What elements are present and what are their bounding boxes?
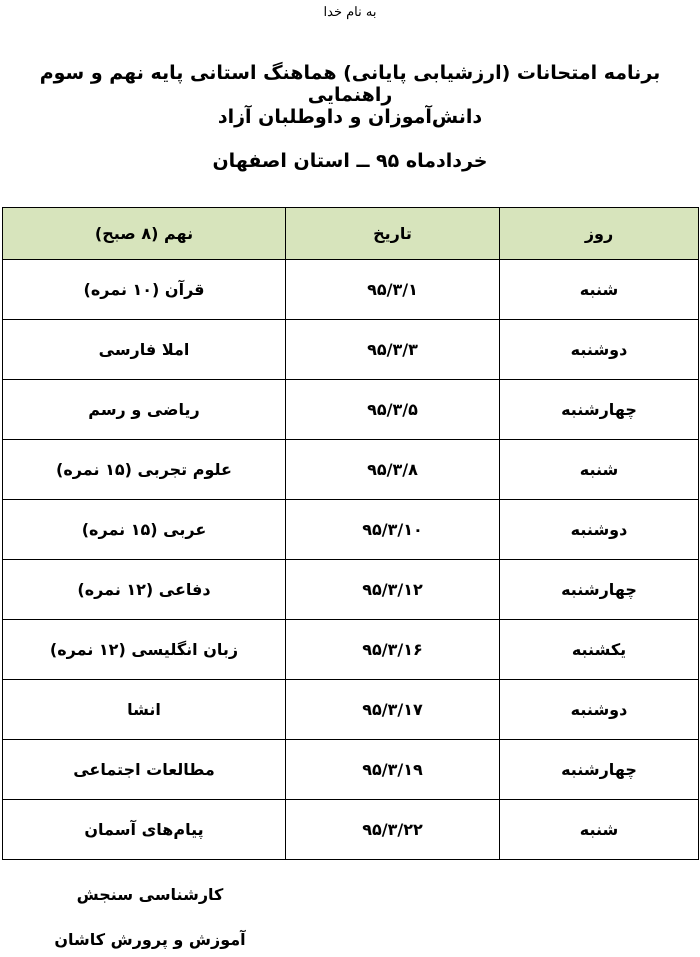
table-header-row [3, 208, 699, 260]
cell-subject: عربی (۱۵ نمره) [3, 500, 286, 560]
cell-subject: املا فارسی [3, 320, 286, 380]
cell-date: ۹۵/۳/۳ [286, 320, 500, 380]
cell-day: دوشنبه [500, 500, 699, 560]
table-row [3, 680, 699, 740]
cell-subject: زبان انگلیسی (۱۲ نمره) [3, 620, 286, 680]
cell-subject: قرآن (۱۰ نمره) [3, 260, 286, 320]
cell-subject: انشا [3, 680, 286, 740]
table-body [3, 260, 699, 860]
cell-date: ۹۵/۳/۱ [286, 260, 500, 320]
cell-subject: ریاضی و رسم [3, 380, 286, 440]
table-row [3, 260, 699, 320]
cell-day: دوشنبه [500, 320, 699, 380]
table-row [3, 560, 699, 620]
cell-day: شنبه [500, 440, 699, 500]
page-date-region: خردادماه ۹۵ ــ استان اصفهان [212, 150, 488, 172]
cell-day: شنبه [500, 260, 699, 320]
table-row [3, 500, 699, 560]
table-header [3, 208, 699, 260]
invocation-text: به نام خدا [323, 5, 377, 20]
footer-organization: آموزش و پرورش کاشان [54, 930, 246, 949]
cell-date: ۹۵/۳/۵ [286, 380, 500, 440]
cell-day: چهارشنبه [500, 380, 699, 440]
cell-subject: پیام‌های آسمان [3, 800, 286, 860]
table-row [3, 740, 699, 800]
column-header-day: روز [500, 208, 699, 260]
cell-date: ۹۵/۳/۲۲ [286, 800, 500, 860]
exam-schedule-table [2, 207, 699, 860]
page-subtitle: دانش‌آموزان و داوطلبان آزاد [217, 106, 483, 128]
cell-subject: دفاعی (۱۲ نمره) [3, 560, 286, 620]
table-row [3, 440, 699, 500]
cell-date: ۹۵/۳/۸ [286, 440, 500, 500]
table-row [3, 800, 699, 860]
cell-subject: مطالعات اجتماعی [3, 740, 286, 800]
cell-date: ۹۵/۳/۱۹ [286, 740, 500, 800]
cell-date: ۹۵/۳/۱۰ [286, 500, 500, 560]
cell-date: ۹۵/۳/۱۷ [286, 680, 500, 740]
table-row [3, 620, 699, 680]
cell-day: یکشنبه [500, 620, 699, 680]
cell-subject: علوم تجربی (۱۵ نمره) [3, 440, 286, 500]
footer-department: کارشناسی سنجش [76, 885, 224, 904]
cell-day: چهارشنبه [500, 560, 699, 620]
cell-day: دوشنبه [500, 680, 699, 740]
table-row [3, 380, 699, 440]
table-row [3, 320, 699, 380]
page-title: برنامه امتحانات (ارزشیابی پایانی) هماهنگ استانی پایه نهم و سوم راهنمایی [39, 62, 661, 106]
cell-date: ۹۵/۳/۱۲ [286, 560, 500, 620]
column-header-subject: نهم (۸ صبح) [3, 208, 286, 260]
cell-date: ۹۵/۳/۱۶ [286, 620, 500, 680]
cell-day: شنبه [500, 800, 699, 860]
column-header-date: تاریخ [286, 208, 500, 260]
cell-day: چهارشنبه [500, 740, 699, 800]
